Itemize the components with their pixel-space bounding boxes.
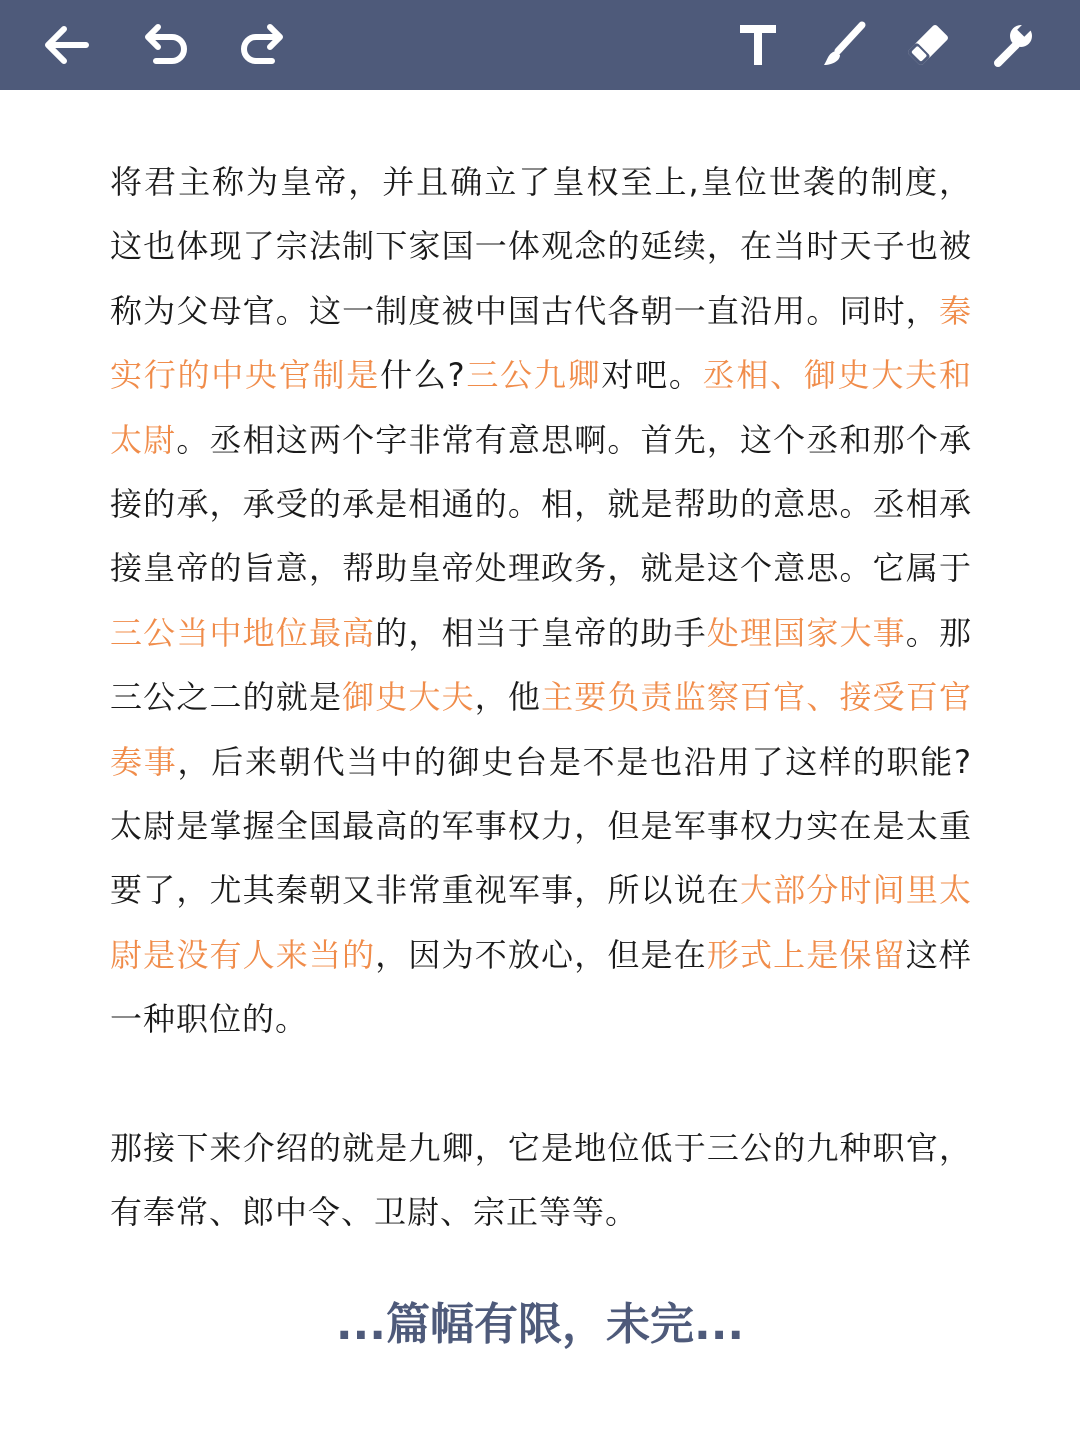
highlighted-text: 三公当中地位最高 [110,613,376,652]
article-paragraph-1 [110,150,972,1052]
back-arrow-icon [38,17,94,73]
body-text: ，后来朝代当中的御史台是不是也沿用了这样的职能?太尉是掌握全国最高的军事权力，但是军事权力实在是太重要了，尤其秦朝又非常重视军事，所以说在 [110,742,972,910]
highlighted-text: 御史大夫 [342,678,475,717]
eraser-icon [900,17,956,73]
highlighted-text: 丞相、御史大夫和太尉 [110,356,972,459]
body-text: 将君主称为皇帝，并且确立了皇权至上,皇位世袭的制度，这也体现了宗法制下家国一体观念的延续，在当时天子也被称为父母官。这一制度被中国古代各朝一直沿用。同时， [110,163,972,330]
brush-icon [816,17,872,73]
body-text: ，他 [474,678,542,717]
body-text: 。丞相这两个字非常有意思啊。首先，这个丞和那个承接的承，承受的承是相通的。相，就是帮助的意思。丞相承接皇帝的旨意，帮助皇帝处理政务，就是这个意思。它属于 [110,420,972,588]
wrench-icon [984,17,1040,73]
text-tool-button[interactable] [726,13,790,77]
back-button[interactable] [34,13,98,77]
article-body [110,150,972,1245]
editor-toolbar [0,0,1080,90]
redo-button[interactable] [230,13,294,77]
body-text: 。那三公之二的就是 [110,613,972,717]
redo-icon [234,17,290,73]
text-tool-icon [730,17,786,73]
highlighted-text: 秦实行的中央官制是 [110,291,972,395]
body-text: ，因为不放心，但是在 [375,935,707,974]
highlighted-text: 三公九卿 [465,356,602,395]
undo-icon [138,17,194,73]
undo-button[interactable] [134,13,198,77]
settings-button[interactable] [980,13,1044,77]
body-text: 的，相当于皇帝的助手 [375,613,707,652]
body-text: 这样一种职位的。 [110,935,972,1039]
highlighted-text: 主要负责监察百官、接受百官奏事 [110,678,972,781]
article-paragraph-2: 那接下来介绍的就是九卿，它是地位低于三公的九种职官，有奉常、郎中令、卫尉、宗正等等。 [110,1128,972,1232]
eraser-tool-button[interactable] [896,13,960,77]
body-text: 对吧。 [601,356,703,395]
highlighted-text: 处理国家大事 [706,613,906,652]
brush-tool-button[interactable] [812,13,876,77]
highlighted-text: 形式上是保留 [706,935,906,974]
body-text: 什么? [380,356,466,395]
highlighted-text: 大部分时间里太尉是没有人来当的 [110,871,972,974]
continuation-note: ...篇幅有限，未完... [335,1299,745,1350]
